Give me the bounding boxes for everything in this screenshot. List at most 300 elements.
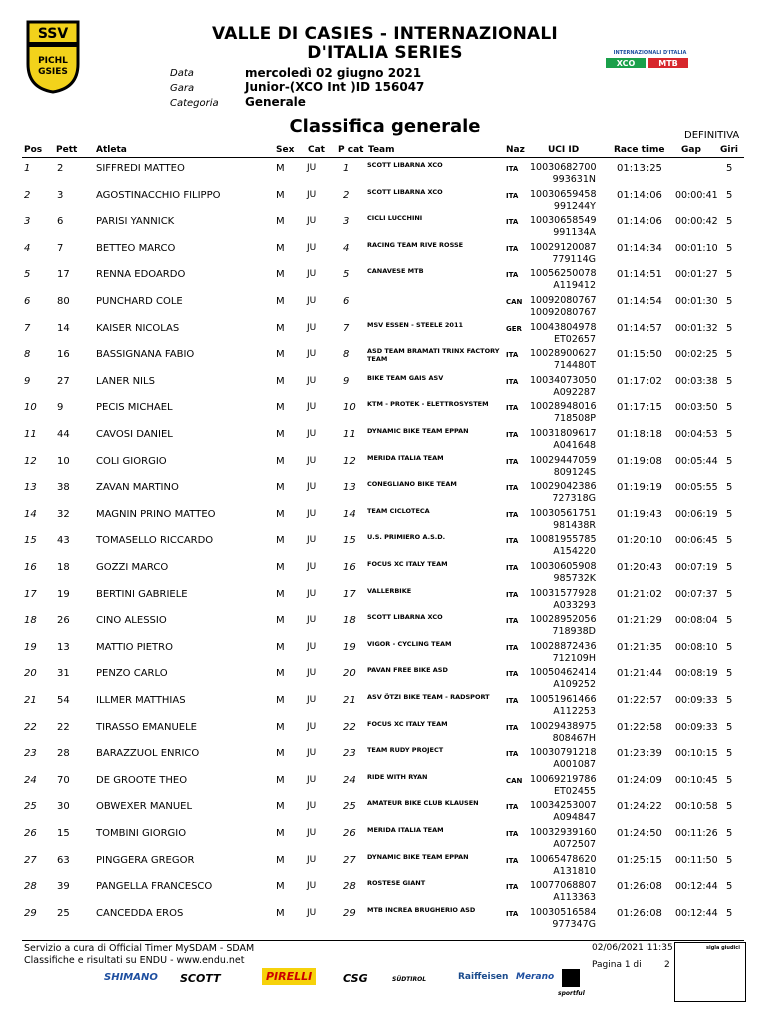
cell-pcat: 4 <box>343 242 350 254</box>
cell-uci: 10092080767 10092080767 <box>530 295 597 318</box>
cell-naz: ITA <box>506 537 519 546</box>
cell-giri: 5 <box>726 615 733 627</box>
cell-atleta: PINGGERA GREGOR <box>96 854 195 866</box>
cell-pcat: 18 <box>343 615 356 627</box>
cell-sex: M <box>276 455 285 467</box>
cell-time: 01:22:57 <box>617 695 662 706</box>
cell-pett: 70 <box>57 774 70 786</box>
cell-sex: M <box>276 429 285 440</box>
cell-sex: M <box>276 774 285 786</box>
cell-sex: M <box>276 375 285 387</box>
cell-atleta: DE GROOTE THEO <box>96 774 188 786</box>
cell-time: 01:24:22 <box>617 801 662 813</box>
cell-gap: 00:01:10 <box>675 242 718 254</box>
table-row <box>0 347 768 374</box>
cell-pcat: 29 <box>343 907 356 919</box>
cell-atleta: MAGNIN PRINO MATTEO <box>96 508 216 520</box>
table-row <box>0 826 768 853</box>
cell-naz: ITA <box>506 803 519 812</box>
cell-giri: 5 <box>726 508 733 520</box>
cell-pcat: 27 <box>343 854 356 866</box>
cell-atleta: MATTIO PIETRO <box>96 641 173 653</box>
cell-time: 01:26:08 <box>617 881 662 893</box>
cell-uci: 10029438975 808467H <box>530 720 597 744</box>
cell-naz: ITA <box>506 617 519 626</box>
sponsor-merano: Merano <box>516 972 555 982</box>
cell-giri: 5 <box>726 189 733 201</box>
cell-team: ASD TEAM BRAMATI TRINX FACTORY TEAM <box>367 347 500 364</box>
table-row <box>0 507 768 534</box>
cell-pcat: 13 <box>343 482 356 494</box>
cell-sex: M <box>276 242 285 254</box>
cell-time: 01:24:09 <box>617 774 662 786</box>
table-row <box>0 799 768 826</box>
col-gap: Gap <box>681 145 701 155</box>
cell-pos: 4 <box>24 242 31 254</box>
cell-team: U.S. PRIMIERO A.S.D. <box>367 533 446 542</box>
table-row <box>0 161 768 188</box>
cell-team: SCOTT LIBARNA XCO <box>367 161 443 169</box>
cell-pett: 2 <box>57 163 64 174</box>
cell-pos: 16 <box>24 562 37 573</box>
cell-giri: 5 <box>726 402 733 414</box>
gara-value: Junior-(XCO Int )ID 156047 <box>245 80 425 94</box>
cell-time: 01:19:43 <box>617 508 662 520</box>
cell-time: 01:13:25 <box>617 163 662 174</box>
cell-cat: JU <box>307 163 317 173</box>
cell-naz: ITA <box>506 244 519 253</box>
table-row <box>0 480 768 507</box>
cell-naz: ITA <box>506 510 519 519</box>
cell-pett: 16 <box>57 349 70 361</box>
cell-sex: M <box>276 588 285 600</box>
cell-team: KTM - PROTEK - ELETTROSYSTEM <box>367 400 489 409</box>
cell-pcat: 21 <box>343 695 356 706</box>
cell-pos: 7 <box>24 322 31 334</box>
cell-pos: 29 <box>24 907 37 919</box>
cell-cat: JU <box>307 828 317 838</box>
cell-uci: 10081955785 A154220 <box>530 534 597 558</box>
cell-giri: 5 <box>726 163 733 174</box>
cell-uci: 10030658549 991134A <box>530 215 597 239</box>
logo-top-text: SSV <box>37 26 69 42</box>
cell-pett: 22 <box>57 721 70 733</box>
cell-pos: 21 <box>24 695 37 706</box>
cell-pos: 14 <box>24 508 37 520</box>
cell-giri: 5 <box>726 269 733 281</box>
table-row <box>0 613 768 640</box>
cell-pos: 18 <box>24 615 37 627</box>
cell-gap: 00:11:50 <box>675 854 718 866</box>
cell-pcat: 22 <box>343 721 356 733</box>
cell-uci: 10030791218 A001087 <box>530 747 597 771</box>
cell-pett: 26 <box>57 615 70 627</box>
cell-cat: JU <box>307 854 317 865</box>
cell-sex: M <box>276 828 285 839</box>
cell-sex: M <box>276 801 285 813</box>
table-row <box>0 693 768 720</box>
cell-sex: M <box>276 721 285 733</box>
cell-pcat: 3 <box>343 216 350 228</box>
cell-pcat: 10 <box>343 402 356 414</box>
cell-uci: 10028948016 718508P <box>530 401 597 425</box>
cell-team: MERIDA ITALIA TEAM <box>367 453 444 462</box>
cell-sex: M <box>276 535 285 547</box>
cell-pett: 6 <box>57 216 64 228</box>
cell-cat: JU <box>307 296 317 306</box>
cell-giri: 5 <box>726 482 733 494</box>
categoria-value: Generale <box>245 95 306 109</box>
cell-uci: 10030516584 977347G <box>530 906 597 930</box>
cell-sex: M <box>276 349 285 361</box>
cell-pcat: 9 <box>343 375 350 387</box>
sponsor-csg: CSG <box>343 972 368 985</box>
cell-pos: 23 <box>24 748 37 760</box>
cell-gap: 00:05:44 <box>675 455 718 467</box>
cell-team: TEAM CICLOTECA <box>367 506 430 515</box>
cell-time: 01:19:08 <box>617 455 662 467</box>
table-row <box>0 640 768 667</box>
cell-gap: 00:09:33 <box>675 721 718 733</box>
cell-atleta: KAISER NICOLAS <box>96 322 180 334</box>
cell-team: MTB INCREA BRUGHERIO ASD <box>367 905 476 914</box>
cell-time: 01:21:35 <box>617 641 662 653</box>
cell-pett: 14 <box>57 322 70 334</box>
cell-giri: 5 <box>726 322 733 334</box>
cell-atleta: TOMASELLO RICCARDO <box>96 535 214 547</box>
cell-gap: 00:08:19 <box>675 668 718 680</box>
cell-atleta: ILLMER MATTHIAS <box>96 695 186 706</box>
cell-time: 01:14:51 <box>617 269 662 281</box>
cell-uci: 10029447059 809124S <box>530 454 597 478</box>
cell-sex: M <box>276 615 285 627</box>
cell-sex: M <box>276 508 285 520</box>
cell-atleta: BARAZZUOL ENRICO <box>96 748 200 760</box>
cell-naz: ITA <box>506 218 519 227</box>
cell-sex: M <box>276 189 285 201</box>
series-logo <box>604 48 696 72</box>
col-cat: Cat <box>308 145 325 155</box>
cell-gap: 00:01:27 <box>675 269 718 281</box>
cell-naz: CAN <box>506 776 523 785</box>
cell-gap: 00:07:37 <box>675 588 718 600</box>
table-row <box>0 746 768 773</box>
cell-team: RACING TEAM RIVE ROSSE <box>367 240 464 249</box>
cell-sex: M <box>276 482 285 494</box>
cell-time: 01:20:10 <box>617 535 662 547</box>
cell-gap: 00:10:15 <box>675 748 718 760</box>
cell-gap: 00:02:25 <box>675 349 718 361</box>
cell-pos: 26 <box>24 828 37 839</box>
cell-uci: 10034253007 A094847 <box>530 800 597 824</box>
cell-team: PAVAN FREE BIKE ASD <box>367 666 448 675</box>
cell-pos: 20 <box>24 668 37 680</box>
cell-pos: 28 <box>24 881 37 893</box>
cell-time: 01:14:06 <box>617 216 662 228</box>
cell-naz: ITA <box>506 883 519 892</box>
cell-pcat: 16 <box>343 562 356 573</box>
cell-naz: ITA <box>506 191 519 200</box>
cell-uci: 10028872436 712109H <box>530 640 597 664</box>
table-row <box>0 773 768 800</box>
table-row <box>0 560 768 587</box>
cell-pos: 27 <box>24 854 37 866</box>
cell-cat: JU <box>307 774 317 785</box>
cell-sex: M <box>276 402 285 414</box>
cell-giri: 5 <box>726 854 733 866</box>
cell-uci: 10043804978 ET02657 <box>530 321 597 345</box>
cell-pett: 54 <box>57 695 70 706</box>
event-title-line-2: D'ITALIA SERIES <box>307 43 463 63</box>
cell-pett: 38 <box>57 482 70 494</box>
logo-bottom-text-1: PICHL <box>38 56 68 66</box>
cell-pett: 31 <box>57 668 70 680</box>
cell-cat: JU <box>307 535 317 546</box>
cell-uci: 10069219786 ET02455 <box>530 773 597 797</box>
table-row <box>0 533 768 560</box>
col-time: Race time <box>614 145 665 155</box>
logo-bottom-text-2: GSIES <box>38 67 68 77</box>
cell-time: 01:24:50 <box>617 828 662 839</box>
cell-gap: 00:06:19 <box>675 508 718 520</box>
cell-sex: M <box>276 641 285 653</box>
table-row <box>0 374 768 401</box>
cell-atleta: COLI GIORGIO <box>96 455 167 467</box>
cell-pcat: 24 <box>343 774 356 786</box>
cell-pcat: 23 <box>343 748 356 760</box>
cell-team: VIGOR - CYCLING TEAM <box>367 639 452 648</box>
cell-naz: ITA <box>506 165 519 173</box>
cell-pos: 11 <box>24 429 37 440</box>
cell-giri: 5 <box>726 296 733 307</box>
cell-giri: 5 <box>726 641 733 653</box>
cell-pett: 27 <box>57 375 70 387</box>
cell-gap: 00:10:45 <box>675 774 718 786</box>
col-pett: Pett <box>56 145 78 155</box>
cell-team: AMATEUR BIKE CLUB KLAUSEN <box>367 799 479 808</box>
cell-pcat: 19 <box>343 641 356 653</box>
status-label: DEFINITIVA <box>684 130 740 141</box>
cell-uci: 10051961466 A112253 <box>530 694 597 717</box>
cell-time: 01:21:44 <box>617 668 662 680</box>
cell-giri: 5 <box>726 429 733 440</box>
cell-pos: 22 <box>24 721 37 733</box>
cell-pett: 19 <box>57 588 70 600</box>
cell-time: 01:14:06 <box>617 189 662 201</box>
cell-gap: 00:08:04 <box>675 615 718 627</box>
cell-naz: CAN <box>506 298 523 306</box>
cell-pos: 15 <box>24 535 37 547</box>
cell-pcat: 2 <box>343 189 350 201</box>
cell-naz: ITA <box>506 457 519 466</box>
cell-team: MERIDA ITALIA TEAM <box>367 826 444 834</box>
cell-gap: 00:07:19 <box>675 562 718 573</box>
cell-atleta: CINO ALESSIO <box>96 615 167 627</box>
cell-atleta: BASSIGNANA FABIO <box>96 349 195 361</box>
cell-cat: JU <box>307 429 317 439</box>
cell-uci: 10032939160 A072507 <box>530 827 597 850</box>
cell-pos: 1 <box>24 163 31 174</box>
cell-atleta: PUNCHARD COLE <box>96 296 183 307</box>
table-row <box>0 720 768 747</box>
cell-pcat: 17 <box>343 588 356 600</box>
cell-gap: 00:04:53 <box>675 429 718 440</box>
cell-pett: 43 <box>57 535 70 547</box>
table-row <box>0 853 768 880</box>
cell-team: SCOTT LIBARNA XCO <box>367 187 443 196</box>
cell-naz: ITA <box>506 643 519 652</box>
cell-pcat: 1 <box>343 163 350 174</box>
table-row <box>0 321 768 348</box>
cell-cat: JU <box>307 349 317 360</box>
page-total: 2 <box>664 960 670 970</box>
cell-uci: 10028952056 718938D <box>530 614 597 638</box>
cell-naz: ITA <box>506 723 519 732</box>
cell-pos: 2 <box>24 189 31 201</box>
cell-gap: 00:12:44 <box>675 881 718 893</box>
cell-atleta: BERTINI GABRIELE <box>96 588 188 600</box>
cell-pcat: 26 <box>343 828 356 839</box>
cell-uci: 10029120087 779114G <box>530 241 597 265</box>
cell-giri: 5 <box>726 242 733 254</box>
page-label: Pagina 1 di <box>592 960 642 970</box>
table-row <box>0 214 768 241</box>
cell-atleta: CANCEDDA EROS <box>96 907 184 919</box>
cell-sex: M <box>276 296 285 307</box>
cell-pcat: 28 <box>343 881 356 893</box>
cell-atleta: PANGELLA FRANCESCO <box>96 881 213 893</box>
cell-cat: JU <box>307 375 317 386</box>
cell-time: 01:21:02 <box>617 588 662 600</box>
sponsor-raiffeisen: Raiffeisen <box>458 972 509 982</box>
cell-time: 01:17:15 <box>617 402 662 414</box>
cell-pos: 9 <box>24 375 31 387</box>
cell-cat: JU <box>307 588 317 599</box>
cell-giri: 5 <box>726 588 733 600</box>
cell-atleta: PECIS MICHAEL <box>96 402 173 414</box>
cell-sex: M <box>276 854 285 866</box>
cell-giri: 5 <box>726 455 733 467</box>
cell-sex: M <box>276 907 285 919</box>
cell-sex: M <box>276 163 285 174</box>
cell-time: 01:15:50 <box>617 349 662 361</box>
cell-team: VALLERBIKE <box>367 586 412 595</box>
col-giri: Giri <box>720 145 738 155</box>
sponsor-sportful: sportful <box>558 990 585 997</box>
series-logo-left: XCO <box>616 59 636 68</box>
cell-sex: M <box>276 695 285 706</box>
cell-naz: ITA <box>506 404 519 413</box>
cell-uci: 10034073050 A092287 <box>530 374 597 398</box>
cell-team: CICLI LUCCHINI <box>367 214 423 223</box>
cell-uci: 10077068807 A113363 <box>530 880 597 904</box>
cell-pos: 12 <box>24 455 37 467</box>
cell-sex: M <box>276 668 285 680</box>
cell-time: 01:21:29 <box>617 615 662 627</box>
cell-naz: ITA <box>506 670 519 679</box>
cell-team: DYNAMIC BIKE TEAM EPPAN <box>367 852 469 861</box>
cell-team: FOCUS XC ITALY TEAM <box>367 719 448 728</box>
cell-giri: 5 <box>726 881 733 893</box>
cell-team: BIKE TEAM GAIS ASV <box>367 373 444 382</box>
col-atleta: Atleta <box>96 145 127 155</box>
cell-pcat: 20 <box>343 668 356 680</box>
cell-sex: M <box>276 269 285 281</box>
cell-pett: 13 <box>57 641 70 653</box>
col-naz: Naz <box>506 145 525 155</box>
table-row <box>0 267 768 294</box>
cell-pett: 30 <box>57 801 70 813</box>
cell-giri: 5 <box>726 375 733 387</box>
cell-pett: 9 <box>57 402 64 414</box>
cell-gap: 00:11:26 <box>675 828 718 839</box>
cell-pos: 10 <box>24 402 37 414</box>
cell-pett: 10 <box>57 455 70 467</box>
cell-pos: 17 <box>24 588 37 600</box>
cell-giri: 5 <box>726 907 733 919</box>
cell-atleta: PENZO CARLO <box>96 668 168 680</box>
gara-label: Gara <box>170 83 195 94</box>
cell-pcat: 5 <box>343 269 350 281</box>
cell-pcat: 11 <box>343 429 356 440</box>
cell-uci: 10029042386 727318G <box>530 481 597 505</box>
cell-naz: ITA <box>506 271 519 280</box>
sponsor-suedtirol: SÜDTIROL <box>392 976 427 983</box>
cell-team: ROSTESE GIANT <box>367 879 426 888</box>
cell-pcat: 8 <box>343 349 350 361</box>
data-label: Data <box>170 68 194 79</box>
cell-naz: ITA <box>506 856 519 865</box>
cell-time: 01:14:57 <box>617 322 662 334</box>
cell-pett: 7 <box>57 242 64 254</box>
cell-pcat: 14 <box>343 508 356 520</box>
cell-giri: 5 <box>726 349 733 361</box>
cell-team: DYNAMIC BIKE TEAM EPPAN <box>367 427 469 435</box>
cell-gap: 00:00:41 <box>675 189 718 201</box>
cell-giri: 5 <box>726 748 733 760</box>
cell-cat: JU <box>307 455 317 466</box>
cell-giri: 5 <box>726 801 733 813</box>
cell-naz: ITA <box>506 377 519 386</box>
cell-uci: 10031809617 A041648 <box>530 428 597 451</box>
cell-giri: 5 <box>726 535 733 547</box>
col-uci: UCI ID <box>548 145 580 155</box>
cell-pos: 8 <box>24 349 31 361</box>
cell-cat: JU <box>307 801 317 812</box>
cell-cat: JU <box>307 615 317 626</box>
results-link[interactable]: Classifiche e risultati su ENDU - www.endu.net <box>24 955 245 966</box>
sponsor-pirelli: PIRELLI <box>262 968 316 985</box>
cell-time: 01:18:18 <box>617 429 662 440</box>
cell-naz: ITA <box>506 590 519 599</box>
cell-giri: 5 <box>726 774 733 786</box>
col-sex: Sex <box>276 145 295 155</box>
cell-giri: 5 <box>726 721 733 733</box>
cell-pos: 6 <box>24 296 31 307</box>
cell-pcat: 6 <box>343 296 350 307</box>
cell-giri: 5 <box>726 695 733 706</box>
cell-sex: M <box>276 881 285 893</box>
cell-time: 01:20:43 <box>617 562 662 573</box>
cell-atleta: LANER NILS <box>96 375 155 387</box>
cell-uci: 10050462414 A109252 <box>530 667 597 691</box>
cell-time: 01:14:34 <box>617 242 662 254</box>
cell-gap: 00:03:38 <box>675 375 718 387</box>
cell-pett: 3 <box>57 189 64 201</box>
cell-team: MSV ESSEN - STEELE 2011 <box>367 320 463 329</box>
cell-atleta: SIFFREDI MATTEO <box>96 163 185 174</box>
cell-cat: JU <box>307 881 317 892</box>
